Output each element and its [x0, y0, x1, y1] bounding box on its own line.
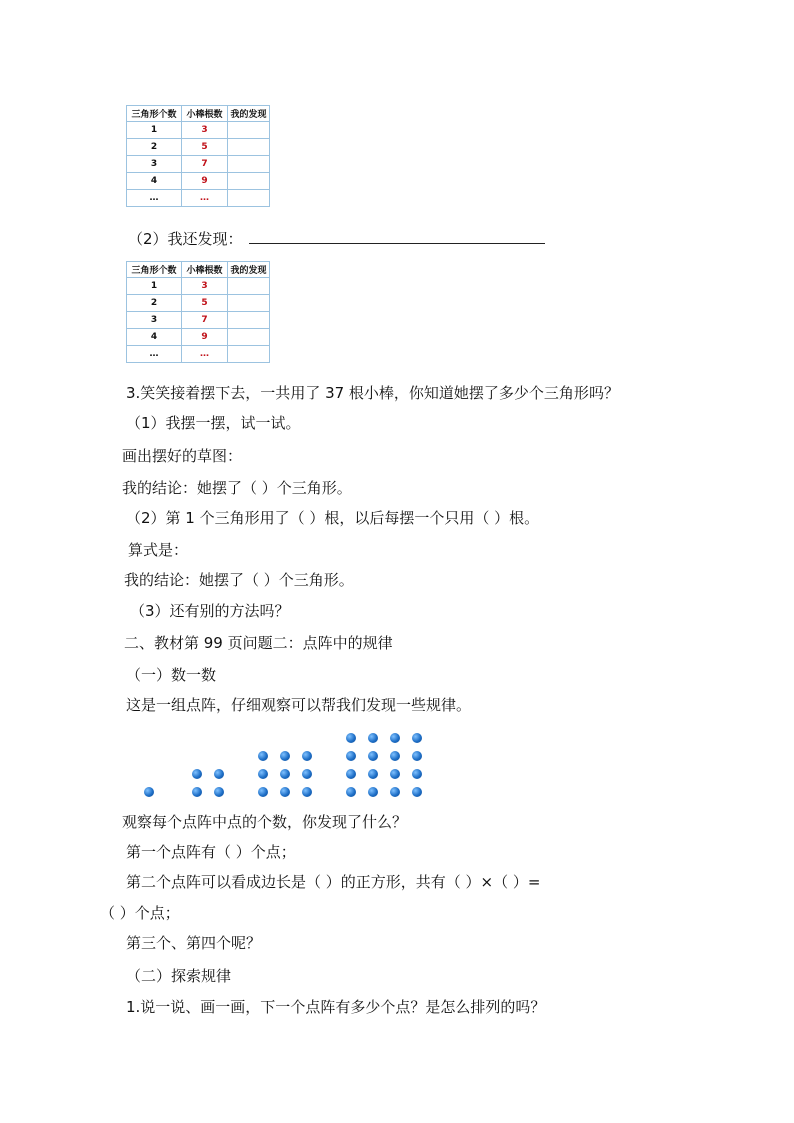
dot	[412, 751, 422, 761]
table-cell: 3	[127, 312, 182, 329]
dot	[412, 769, 422, 779]
table-cell[interactable]	[228, 346, 270, 363]
table-row	[127, 139, 270, 156]
table-row	[127, 312, 270, 329]
dot	[280, 769, 290, 779]
table-cell: 4	[127, 329, 182, 346]
table-cell: 5	[182, 139, 228, 156]
table-cell: 7	[182, 312, 228, 329]
first-array-prompt: 第一个点阵有（ ）个点；	[126, 843, 296, 861]
answer-blank[interactable]	[249, 229, 545, 244]
second-array-prompt: 第二个点阵可以看成边长是（ ）的正方形，共有（ ）×（ ）=	[126, 873, 541, 891]
table-cell: 2	[127, 295, 182, 312]
also-found-prompt	[128, 229, 545, 249]
table-cell[interactable]	[228, 139, 270, 156]
table-cell: 3	[127, 156, 182, 173]
table-row	[127, 122, 270, 139]
table-cell: 4	[127, 173, 182, 190]
question-3-part-1: （1）我摆一摆，试一试。	[126, 414, 301, 432]
table-cell: 7	[182, 156, 228, 173]
table-cell[interactable]	[228, 329, 270, 346]
table-cell: …	[182, 346, 228, 363]
sketch-prompt: 画出摆好的草图：	[122, 447, 243, 465]
dot	[258, 787, 268, 797]
table-header: 三角形个数	[127, 262, 182, 278]
third-fourth-prompt: 第三个、第四个呢？	[126, 934, 262, 952]
table-cell: …	[182, 190, 228, 207]
dot	[346, 733, 356, 743]
dot	[368, 769, 378, 779]
dot	[258, 769, 268, 779]
dot	[144, 787, 154, 797]
table-cell[interactable]	[228, 312, 270, 329]
table-cell: 5	[182, 295, 228, 312]
question-3-part-2: （2）第 1 个三角形用了（ ）根，以后每摆一个只用（ ）根。	[126, 509, 540, 527]
intro-text: 这是一组点阵，仔细观察可以帮我们发现一些规律。	[126, 696, 472, 714]
table-cell[interactable]	[228, 173, 270, 190]
dot	[302, 769, 312, 779]
table-cell[interactable]	[228, 190, 270, 207]
question-3: 3.笑笑接着摆下去，一共用了 37 根小棒，你知道她摆了多少个三角形吗？	[126, 384, 619, 402]
explore-question-1: 1.说一说、画一画，下一个点阵有多少个点？是怎么排列的吗？	[126, 998, 546, 1016]
table-cell: …	[127, 346, 182, 363]
question-3-part-3: （3）还有别的方法吗？	[130, 602, 290, 620]
also-found-label: （2）我还发现：	[128, 230, 243, 248]
table-cell[interactable]	[228, 122, 270, 139]
dot	[368, 733, 378, 743]
dot	[214, 769, 224, 779]
triangle-stick-table-2	[126, 261, 270, 363]
table-row	[127, 295, 270, 312]
dot	[390, 787, 400, 797]
dot	[346, 787, 356, 797]
table-cell: 9	[182, 173, 228, 190]
table-row	[127, 329, 270, 346]
dot	[280, 751, 290, 761]
dot	[192, 769, 202, 779]
table-cell: 3	[182, 122, 228, 139]
subsection-count: （一）数一数	[126, 666, 217, 684]
table-cell: 1	[127, 278, 182, 295]
dot	[302, 787, 312, 797]
dot	[346, 769, 356, 779]
formula-prompt: 算式是：	[128, 541, 189, 559]
dot	[258, 751, 268, 761]
table-row	[127, 173, 270, 190]
table-header: 小棒根数	[182, 262, 228, 278]
dot	[280, 787, 290, 797]
dot	[390, 733, 400, 743]
table-row	[127, 156, 270, 173]
table-row	[127, 278, 270, 295]
dot	[412, 733, 422, 743]
dot	[192, 787, 202, 797]
conclusion-2: 我的结论：她摆了（ ）个三角形。	[124, 571, 354, 589]
table-cell[interactable]	[228, 278, 270, 295]
table-cell: …	[127, 190, 182, 207]
table-header: 三角形个数	[127, 106, 182, 122]
table-cell: 3	[182, 278, 228, 295]
section-2-title: 二、教材第 99 页问题二：点阵中的规律	[124, 634, 393, 652]
table-header: 我的发现	[228, 106, 270, 122]
subsection-explore: （二）探索规律	[126, 967, 232, 985]
table-cell: 2	[127, 139, 182, 156]
triangle-stick-table-1	[126, 105, 270, 207]
observe-question: 观察每个点阵中点的个数，你发现了什么？	[122, 813, 408, 831]
dot	[368, 787, 378, 797]
conclusion-1: 我的结论：她摆了（ ）个三角形。	[122, 479, 352, 497]
dot	[214, 787, 224, 797]
table-cell[interactable]	[228, 295, 270, 312]
table-cell[interactable]	[228, 156, 270, 173]
table-header: 小棒根数	[182, 106, 228, 122]
dot	[390, 751, 400, 761]
dot	[346, 751, 356, 761]
table-row	[127, 346, 270, 363]
dot	[412, 787, 422, 797]
dot	[368, 751, 378, 761]
dot	[302, 751, 312, 761]
second-array-prompt-cont: （ ）个点；	[100, 904, 180, 922]
dot	[390, 769, 400, 779]
table-row	[127, 190, 270, 207]
table-cell: 9	[182, 329, 228, 346]
table-header: 我的发现	[228, 262, 270, 278]
table-cell: 1	[127, 122, 182, 139]
